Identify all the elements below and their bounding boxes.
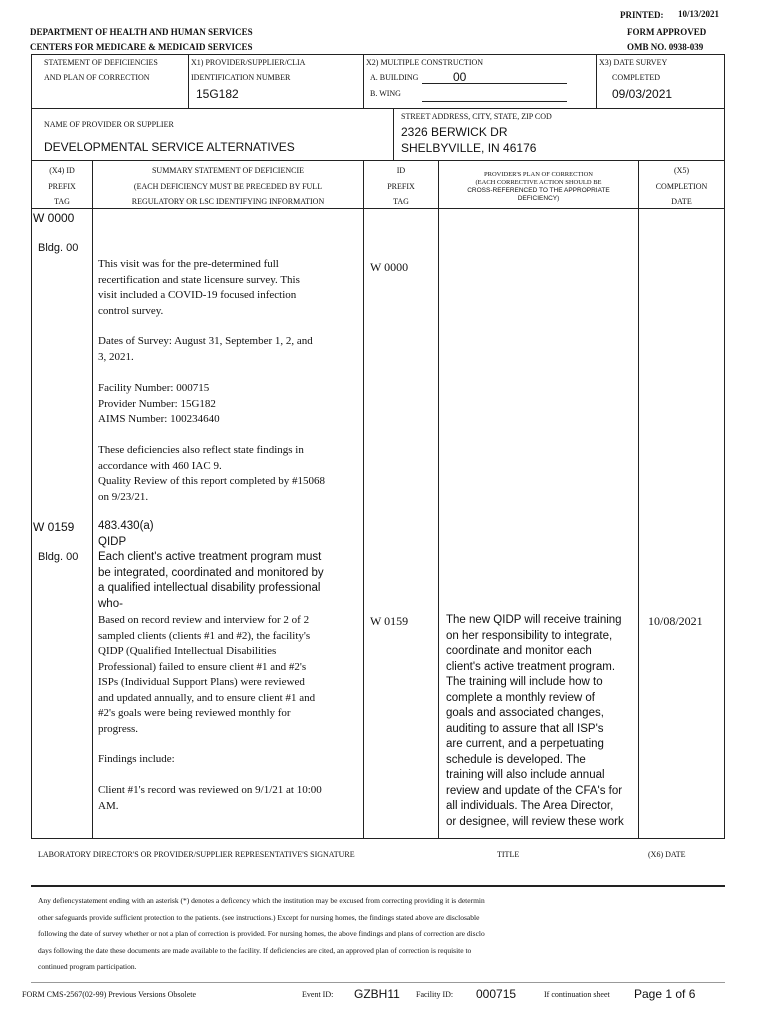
findings-summary-paragraph: Based on record review and interview for 2 of 2 sampled clients (clients #1 and #2), the facility's QIDP (Qualified Intellectual Disabilities Professional) failed to ensure client #1 and #2's ISPs (Individual Support Plans) were reviewed and updated annually, and to ensure client #1 and #2's goals were being reviewed monthly for progress. [98, 614, 316, 735]
findings-include: Findings include: [98, 753, 175, 765]
x4-header-l2: PREFIX [48, 182, 76, 191]
facility-numbers-paragraph: Facility Number: 000715 Provider Number: 15G182 AIMS Number: 100234640 [98, 382, 220, 425]
x5-header-l1: (X5) [673, 166, 690, 175]
building-tag-1: Bldg. 00 [38, 242, 79, 254]
box-top-border [31, 54, 725, 55]
summary-header-l2: (EACH DEFICIENCY MUST BE PRECEDED BY FULL [133, 182, 323, 191]
tag-w0000: W 0000 [33, 211, 75, 225]
info-row-divider [31, 108, 725, 109]
signature-bottom-rule [31, 885, 725, 887]
name-row-divider [31, 160, 725, 161]
title-label: TITLE [497, 850, 520, 859]
address-label: STREET ADDRESS, CITY, STATE, ZIP COD [401, 112, 552, 121]
state-findings-paragraph: These deficiencies also reflect state findings in accordance with 460 IAC 9. Quality Review of this report completed by #15068 on 9/23/21. [98, 444, 325, 503]
printed-label: PRINTED: [620, 10, 664, 20]
survey-date-value: 09/03/2021 [612, 87, 673, 101]
x3-label: X3) DATE SURVEY [599, 58, 668, 67]
box-bottom-border [31, 838, 725, 839]
col-divider-1 [92, 160, 93, 838]
box-right-border [724, 54, 725, 838]
completion-date: 10/08/2021 [648, 614, 703, 628]
facility-id-label: Facility ID: [416, 990, 454, 999]
x5-header-l2: COMPLETION [655, 182, 708, 191]
form-number: FORM CMS-2567(02-99) Previous Versions Obsolete [22, 990, 197, 999]
building-value: 00 [453, 70, 467, 84]
x1-label: X1) PROVIDER/SUPPLIER/CLIA [191, 58, 306, 67]
signature-label: LABORATORY DIRECTOR'S OR PROVIDER/SUPPLIER REPRESENTATIVE'S SIGNATURE [38, 850, 355, 859]
column-header-divider [31, 208, 725, 209]
completed-label: COMPLETED [612, 73, 660, 82]
x4-header-l3: TAG [54, 197, 70, 206]
x5-header-l3: DATE [671, 197, 692, 206]
page-number: Page 1 of 6 [634, 987, 696, 1001]
x4-header-l1: (X4) ID [49, 166, 75, 175]
facility-id-value: 000715 [476, 987, 517, 1001]
x2-divider [363, 54, 364, 108]
form-approved: FORM APPROVED [627, 27, 707, 37]
plan-header-l4: DEFICIENCY) [517, 195, 560, 202]
plan-header-l1: PROVIDER'S PLAN OF CORRECTION [484, 171, 593, 178]
identification-label: IDENTIFICATION NUMBER [191, 73, 291, 82]
visit-paragraph: This visit was for the pre-determined full recertification and state licensure survey. This visit included a COVID-19 focused infection control survey. [98, 258, 300, 317]
provider-name-value: DEVELOPMENTAL SERVICE ALTERNATIVES [44, 140, 295, 154]
address-city: SHELBYVILLE, IN 46176 [401, 141, 537, 155]
x6-date-label: (X6) DATE [648, 850, 686, 859]
plan-of-correction-text: The new QIDP will receive training on her responsibility to integrate, coordinate and monitor each client's active treatment program. The training will include how to complete a monthly review of goals and associated changes, auditing to assure that all ISP's are current, and a perpetuating schedule is developed. The training will also include annual review and update of the CFA's for all individuals. The Area Director, or designee, will review these work [446, 614, 624, 828]
regulation-text: 483.430(a) QIDP Each client's active treatment program must be integrated, coordinated and monitored by a qualified intellectual disability professional who- [98, 520, 324, 610]
printed-date: 10/13/2021 [678, 9, 720, 19]
building-tag-2: Bldg. 00 [38, 551, 79, 563]
x2-label: X2) MULTIPLE CONSTRUCTION [366, 58, 484, 67]
plan-header-l3: CROSS-REFERENCED TO THE APPROPRIATE [467, 187, 610, 194]
provider-name-label: NAME OF PROVIDER OR SUPPLIER [44, 120, 174, 129]
omb-number: OMB NO. 0938-039 [627, 42, 704, 52]
col-divider-3 [438, 160, 439, 838]
x1-divider [188, 54, 189, 108]
address-divider [393, 108, 394, 160]
summary-header-l1: SUMMARY STATEMENT OF DEFICIENCIE [151, 166, 305, 175]
department-name: DEPARTMENT OF HEALTH AND HUMAN SERVICES [30, 27, 253, 37]
address-street: 2326 BERWICK DR [401, 125, 508, 139]
building-underline [422, 83, 567, 84]
x3-divider [596, 54, 597, 108]
id-tag-w0159: W 0159 [370, 614, 409, 628]
continuation-label: If continuation sheet [544, 990, 610, 999]
summary-header-l3: REGULATORY OR LSC IDENTIFYING INFORMATION [131, 197, 325, 206]
id-tag-w0000: W 0000 [370, 260, 409, 274]
plan-correction-label: AND PLAN OF CORRECTION [44, 73, 150, 82]
wing-underline [422, 101, 567, 102]
wing-label: B. WING [370, 89, 401, 98]
plan-header-l2: (EACH CORRECTIVE ACTION SHOULD BE [475, 179, 602, 186]
statement-label: STATEMENT OF DEFICIENCIES [44, 58, 158, 67]
footer-rule [31, 982, 725, 983]
footnote-text: Any defiencystatement ending with an asterisk (*) denotes a deficency which the institution may be excused from correcting providing it is determin other safeguards provide sufficient protection to the patients. (see instructions.) Except for nursing homes, the findings stated above are disclosable following the date of survey whether or not a plan of correction is provided. For nursing homes, the above findings and plans of correction are disclo days following the date these documents are made available to the facility. If deficiencies are cited, an approved plan of correction is requisite to continued program participation. [38, 896, 485, 971]
building-label: A. BUILDING [370, 73, 419, 82]
event-id-value: GZBH11 [354, 987, 400, 1001]
tag-w0159: W 0159 [33, 520, 75, 534]
survey-dates-paragraph: Dates of Survey: August 31, September 1, 2, and 3, 2021. [98, 335, 313, 363]
id-header-l1: ID [396, 166, 406, 175]
client-record-paragraph: Client #1's record was reviewed on 9/1/21 at 10:00 AM. [98, 784, 322, 812]
event-id-label: Event ID: [302, 990, 334, 999]
id-header-l2: PREFIX [387, 182, 415, 191]
centers-name: CENTERS FOR MEDICARE & MEDICAID SERVICES [30, 42, 253, 52]
col-divider-4 [638, 160, 639, 838]
col-divider-2 [363, 160, 364, 838]
id-header-l3: TAG [393, 197, 409, 206]
provider-id-value: 15G182 [196, 87, 239, 101]
